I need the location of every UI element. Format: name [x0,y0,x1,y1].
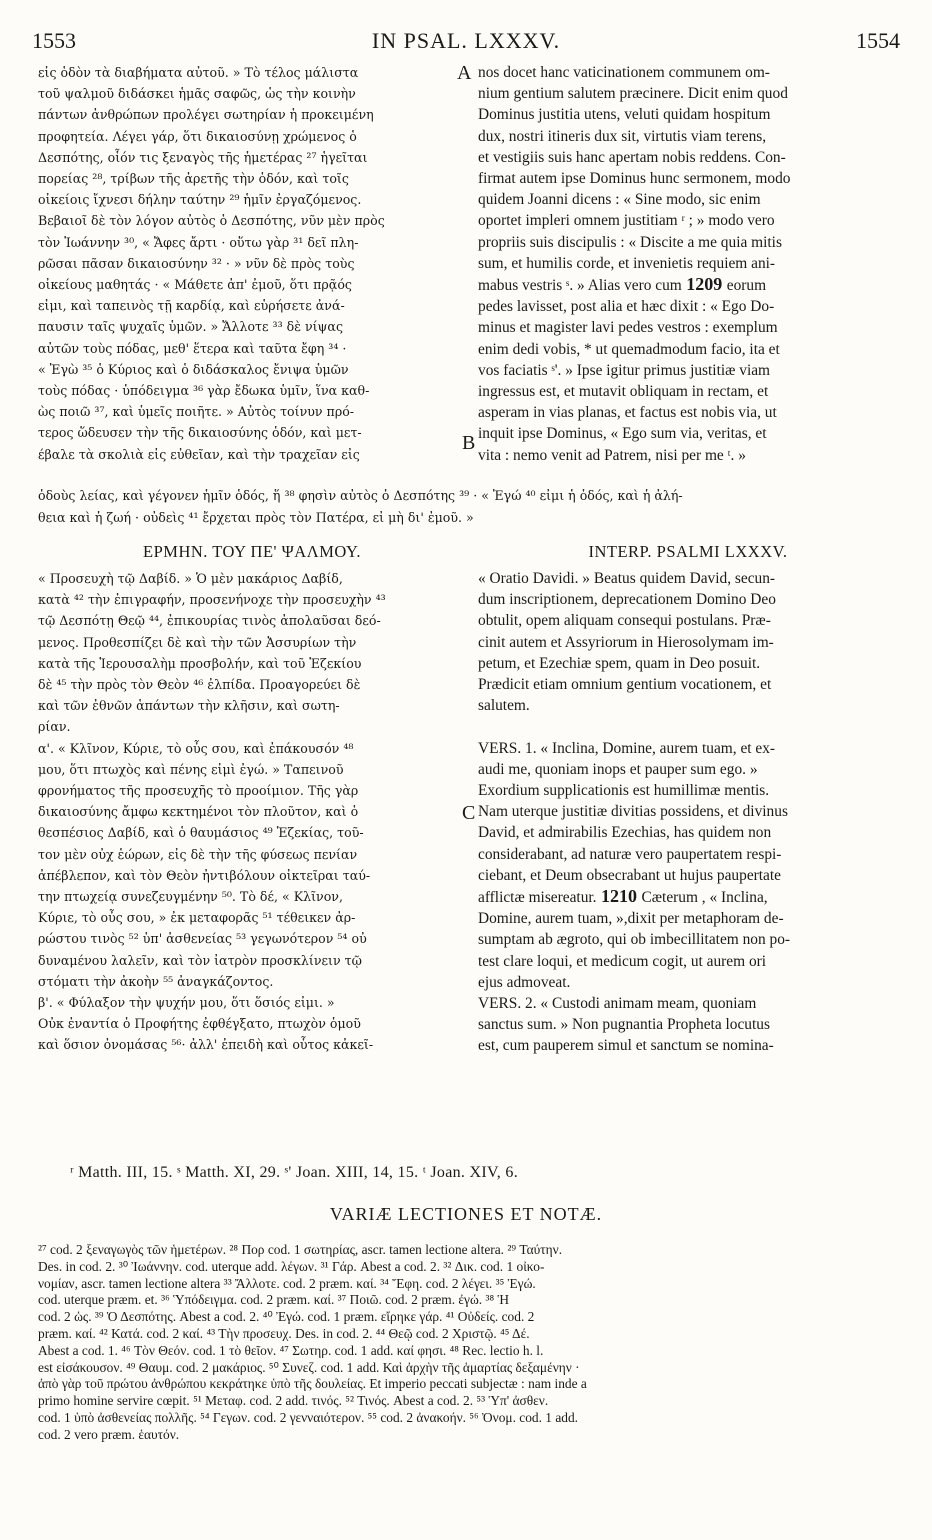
latin-text-line [478,716,898,737]
greek-text-line: Οὐκ ἐναντία ὁ Προφήτης ἐφθέγξατο, πτωχὸν ὁμοῦ [38,1016,361,1032]
greek-text-line: οἰκείους μαθητάς · « Μάθετε ἀπ' ἐμοῦ, ὅτι πρᾷός [38,277,352,293]
latin-text-line: Dominus justitia utens, veluti quidam hospitum [478,106,771,124]
latin-text-line: inquit ipse Dominus, « Ego sum via, veritas, et [478,425,767,443]
latin-text-line: nium gentium salutem præcinere. Dicit enim quod [478,85,788,103]
greek-text-line: τοῦ ψαλμοῦ διδάσκει ἡμᾶς σαφῶς, ὡς τὴν κοινὴν [38,86,356,102]
column-number: 1209 [681,274,727,295]
latin-text-line: Exordium supplicationis est humillimæ mentis. [478,782,770,800]
greek-text-line: παυσιν ταῖς ψυχαῖς ὑμῶν. » Ἄλλοτε ³³ δὲ νίψας [38,319,343,335]
greek-text-line: β'. « Φύλαξον τὴν ψυχήν μου, ὅτι ὅσιός εἰμι. » [38,995,335,1011]
note-line: Abest a cod. 1. ⁴⁶ Τὸν Θεόν. cod. 1 τὸ θεῖον. ⁴⁷ Σωτηρ. cod. 1 add. καί φησι. ⁴⁸ Rec. lectio h. l. [38,1342,544,1358]
greek-text-line: έβαλε τὰ σκολιὰ εἰς εὐθεῖαν, καὶ τὴν τραχεῖαν εἰς [38,446,360,462]
greek-text-line: Δεσπότης, οἷόν τις ξεναγὸς τῆς ἡμετέρας ²⁷ ἡγεῖται [38,149,368,165]
latin-text-line: Nam uterque justitiæ divitias possidens, et divinus [478,803,788,821]
greek-text-line: δυναμένου λαλεῖν, καὶ τὸν ἰατρὸν προσκλίνειν τῷ [38,952,362,968]
greek-text-line: καὶ ὅσιον ὀνομάσας ⁵⁶· ἀλλ' ἐπειδὴ καὶ οὗτος κἀκεῖ- [38,1037,374,1053]
greek-text-line: τῷ Δεσπότῃ Θεῷ ⁴⁴, ἐπικουρίας τινὸς ἀπολαῦσαι δεό- [38,613,381,629]
latin-text-line: ingressus est, et mutavit obliquam in rectam, et [478,383,769,401]
latin-text-line: cinit autem et Assyriorum in Hierosolymam im- [478,633,774,651]
latin-text-line: « Oratio Davidi. » Beatus quidem David, secun- [478,570,776,587]
greek-text-line: κατὰ ⁴² τὴν ἐπιγραφήν, προσενήνοχε τὴν προσευχὴν ⁴³ [38,592,386,608]
latin-text-line: obtulit, opem aliquam consequi postulans. Præ- [478,612,771,630]
greek-text-line: στόματι τὴν ἀκοὴν ⁵⁵ ἀναγκάζοντος. [38,973,274,989]
page-number-left: 1553 [32,28,76,53]
greek-text-line: θεσπέσιος Δαβίδ, καὶ ὁ θαυμάσιος ⁴⁹ Ἐζεκίας, τοῦ- [38,825,364,841]
greek-text-line: α'. « Κλῖνον, Κύριε, τὸ οὖς σου, καὶ ἐπάκουσόν ⁴⁸ [38,740,354,756]
page-header [32,28,900,58]
latin-text-line: dux, nostri itineris dux sit, virtutis viam terens, [478,127,767,145]
note-line: primo homine servire cœpit. ⁵¹ Μεταφ. cod. 2 add. τινός. ⁵² Τινός. Abest a cod. 2. ⁵³ Ὑπ' ἀσθεν. [38,1393,549,1409]
greek-text-line: ρώστου τινὸς ⁵² ὑπ' ἀσθενείας ⁵³ γεγωνότερον ⁵⁴ οὐ [38,931,367,947]
greek-text-line: εἰμι, καὶ ταπεινὸς τῇ καρδίᾳ, καὶ εὑρήσετε ἀνά- [38,298,345,314]
greek-fullwidth-line-2: θεια καὶ ἡ ζωή · οὐδεὶς ⁴¹ ἔρχεται πρὸς τὸν Πατέρα, εἰ μὴ δι' ἐμοῦ. » [38,510,474,525]
column-marker-b: B [462,432,476,454]
greek-fullwidth-line-1: ὁδοὺς λείας, καὶ γέγονεν ἡμῖν ὁδός, ἥ ³⁸ φησὶν αὐτὸς ὁ Δεσπότης ³⁹ · « Ἐγώ ⁴⁰ εἰμι ἡ ὁδός, καὶ ἡ ἀλή- [38,488,683,503]
greek-text-line: φρονήματος τῆς προσευχῆς τὸ προοίμιον. Τῆς γὰρ [38,783,359,799]
latin-text-line: minus et magister lavi pedes vestros : exemplum [478,319,778,337]
page-number-right: 1554 [856,28,900,53]
latin-text-line: sanctus sum. » Non pugnantia Propheta locutus [478,1016,770,1034]
latin-text-line: est, cum pauperem simul et sanctum se nomina- [478,1037,774,1055]
greek-text-line: κατὰ τῆς Ἱερουσαλὴμ προσβολήν, καὶ τοῦ Ἐζεκίου [38,655,362,671]
latin-text-line: mabus vestris ˢ. » Alias vero cum 1209 eorum [478,274,767,295]
latin-text-line: dum inscriptionem, deprecationem Domino Deo [478,591,776,609]
latin-text-line: firmat autem ipse Dominus hunc sermonem, modo [478,170,791,188]
latin-text-line: petum, et Ezechiæ spem, quam in Deo posuit. [478,654,761,672]
greek-text-line: καὶ τῶν ἐθνῶν ἁπάντων τὴν κλῆσιν, καὶ σωτη- [38,698,340,714]
greek-column-top [38,62,466,465]
greek-text-line: πάντων ἀνθρώπων προλέγει σωτηρίαν ἡ προκειμένη [38,107,374,123]
greek-column-bottom [38,568,466,1056]
greek-text-line: προφητεία. Λέγει γάρ, ὅτι δικαιοσύνῃ χρώμενος ὁ [38,128,357,144]
latin-text-line: vos faciatis ˢ'. » Ipse igitur primus justitiæ viam [478,361,771,379]
latin-text-line: sumptam ab ægroto, qui ob imbecillitatem non po- [478,931,791,949]
latin-text-line: et vestigiis suis hanc apertam nobis reddens. Con- [478,148,786,166]
latin-text-line: VERS. 1. « Inclina, Domine, aurem tuam, et ex- [478,739,776,757]
latin-text-line: salutem. [478,697,530,715]
note-line: ²⁷ cod. 2 ξεναγωγὸς τῶν ἡμετέρων. ²⁸ Πορ cod. 1 σωτηρίας, ascr. tamen lectione altera. ²⁹ Ταύτην. [38,1242,563,1257]
greek-text-line: τερος ὥδευσεν τὴν τῆς δικαιοσύνης ὁδόν, καὶ μετ- [38,425,362,441]
latin-text-line: considerabant, ad naturæ vero paupertatem respi- [478,845,782,863]
latin-text-line: sum, et humilis corde, et invenietis requiem ani- [478,254,776,272]
variae-lectiones-heading: VARIÆ LECTIONES ET NOTÆ. [329,1204,603,1224]
latin-text-line: vita : nemo venit ad Patrem, nisi per me ᵗ. » [478,446,746,464]
latin-text-line: pedes lavisset, post alia et hæc dixit : « Ego Do- [478,298,775,316]
greek-text-line: Βεβαιοῖ δὲ τὸν λόγον αὐτὸς ὁ Δεσπότης, νῦν μὲν πρὸς [38,213,385,229]
greek-text-line: την πτωχείᾳ συνεζευγμένην ⁵⁰. Τὸ δέ, « Κλῖνον, [38,889,343,905]
note-line: ἀπὸ γὰρ τοῦ πρώτου ἀνθρώπου κεκράτηκε ὑπὸ τῆς δουλείας. Et imperio peccati subjectæ : nam inde a [38,1376,587,1392]
greek-text-line: ρίαν. [38,719,71,735]
latin-text-line: afflictæ misereatur. 1210 Cæterum , « Inclina, [478,886,768,907]
note-line: νομίαν, ascr. tamen lectione altera ³³ Ἄλλοτε. cod. 2 præm. καί. ³⁴ Ἔφη. cod. 2 λέγει. ³⁵ Ἐγώ. [38,1275,536,1291]
greek-text-line: οἰκείοις ἴχνεσι δήλην ταύτην ²⁹ ἡμῖν ἐργαζόμενος. [38,192,362,208]
latin-text-line: enim dedi vobis, * ut quemadmodum facio, ita et [478,340,780,358]
latin-text-line: ciebant, et Deum obsecrabant ut hujus paupertate [478,866,781,884]
latin-text-line: nos docet hanc vaticinationem communem om- [478,64,770,81]
greek-text-line: ὼς ποιῶ ³⁷, καὶ ὑμεῖς ποιῆτε. » Αὐτὸς τοίνυν πρό- [38,404,355,420]
latin-text-line: asperam in vias planas, et factus est nobis via, ut [478,404,777,422]
latin-column-top [478,62,898,466]
greek-text-line: μου, ὅτι πτωχὸς καὶ πένης εἰμὶ ἐγώ. » Ταπεινοῦ [38,761,344,777]
column-number: 1210 [596,886,642,907]
note-line: cod. uterque præm. et. ³⁶ Ὑπόδειγμα. cod. 2 præm. καί. ³⁷ Ποιῶ. cod. 2 præm. ἐγώ. ³⁸ Ἡ [38,1292,509,1308]
greek-text-line: τοὺς πόδας · ὑπόδειγμα ³⁶ γὰρ ἔδωκα ὑμῖν, ἵνα καθ- [38,383,370,399]
greek-text-line: « Ἐγὼ ³⁵ ὁ Κύριος καὶ ὁ διδάσκαλος ἔνιψα ὑμῶν [38,361,349,377]
variant-notes [38,1242,904,1444]
greek-text-line: δικαιοσύνης ἄμφω κεκτημένοι τὸν πλοῦτον, καὶ ὁ [38,804,359,820]
greek-text-line: τὸν Ἰωάννην ³⁰, « Ἄφες ἄρτι · οὕτω γὰρ ³¹ δεῖ πλη- [38,234,359,250]
column-marker-c: C [462,802,476,824]
latin-text-fragment: Cæterum , « Inclina, [641,889,768,907]
note-line: præm. καί. ⁴² Κατά. cod. 2 καί. ⁴³ Τὴν προσευχ. Des. in cod. 2. ⁴⁴ Θεῷ cod. 2 Χριστῷ. ⁴⁵ Δέ. [38,1325,530,1341]
latin-text-line: VERS. 2. « Custodi animam meam, quoniam [478,995,757,1013]
latin-text-line: quidem Joanni dicens : « Sine modo, sic enim [478,191,761,209]
note-line: cod. 2 ὡς. ³⁹ Ὁ Δεσπότης. Abest a cod. 2. ⁴⁰ Ἐγώ. cod. 1 præm. εἴρηκε γάρ. ⁴¹ Οὐδείς. cod. 2 [38,1309,535,1325]
greek-text-line: Κύριε, τὸ οὖς σου, » ἐκ μεταφορᾶς ⁵¹ τέθεικεν ἀρ- [38,910,356,926]
greek-text-line: « Προσευχὴ τῷ Δαβίδ. » Ὁ μὲν μακάριος Δαβίδ, [38,571,343,586]
greek-text-line: πορείας ²⁸, τρίβων τῆς ἀρετῆς τὴν ὁδόν, καὶ τοῖς [38,171,349,187]
greek-text-line: αὐτῶν τοὺς πόδας, μεθ' ἕτερα καὶ ταῦτα ἔφη ³⁴ · [38,340,347,356]
greek-section-heading: ΕΡΜΗΝ. ΤΟΥ ΠΕ' ΨΑΛΜΟΥ. [143,542,361,561]
note-line: cod. 1 ὑπὸ ἀσθενείας πολλῆς. ⁵⁴ Γεγων. cod. 2 γενναιότερον. ⁵⁵ cod. 2 ἀνακοήν. ⁵⁶ Ὀνομ. cod. 1 add. [38,1409,579,1425]
note-line: cod. 2 vero præm. ἑαυτόν. [38,1426,180,1442]
greek-text-line: μενος. Προθεσπίζει δὲ καὶ τὴν τῶν Ἀσσυρίων τὴν [38,634,357,650]
latin-text-fragment: eorum [726,277,767,295]
running-title: IN PSAL. LXXXV. [371,28,561,53]
column-marker-a: A [457,62,472,84]
scripture-references: ʳ Matth. III, 15. ˢ Matth. XI, 29. ˢ' Joan. XIII, 14, 15. ᵗ Joan. XIV, 6. [70,1164,518,1181]
latin-text-line: ejus admoveat. [478,973,571,991]
greek-text-line: ρῶσαι πᾶσαν δικαιοσύνην ³² · » νῦν δὲ πρὸς τοὺς [38,255,355,271]
note-line: Des. in cod. 2. ³⁰ Ἰωάννην. cod. uterque add. λέγων. ³¹ Γάρ. Abest a cod. 2. ³² Δικ. cod. 1 οἰκο- [38,1258,545,1274]
greek-text-line: δὲ ⁴⁵ τὴν πρὸς τὸν Θεὸν ⁴⁶ ἐλπίδα. Προαγορεύει δὲ [38,677,361,693]
latin-section-heading: INTERP. PSALMI LXXXV. [588,542,788,561]
latin-text-line: test clare loqui, et medicum cogit, ut aurem ori [478,952,767,970]
greek-text-line: τον μὲν οὐχ ἑώρων, εἰς δὲ τὴν τῆς φύσεως πενίαν [38,846,358,862]
latin-text-line: Domine, aurem tuam, »,dixit per metaphoram de- [478,910,784,928]
latin-text-line: propriis suis discipulis : « Discite a me quia mitis [478,233,782,251]
latin-text-line: David, et admirabilis Ezechias, has quidem non [478,824,772,842]
greek-text-line: ἀπέβλεπον, καὶ τὸν Θεὸν ἠντιβόλουν οἰκτεῖραι ταύ- [38,867,371,883]
note-line: est εἰσάκουσον. ⁴⁹ Θαυμ. cod. 2 μακάριος. ⁵⁰ Συνεζ. cod. 1 add. Καὶ ἀρχὴν τῆς ἁμαρτίας δεξαμένην · [38,1359,580,1375]
latin-text-line: audi me, quoniam inops et pauper sum ego. » [478,760,758,778]
greek-text-line: εἰς ὁδὸν τὰ διαβήματα αὐτοῦ. » Τὸ τέλος μάλιστα [38,65,359,80]
latin-text-line: Prædicit etiam omnium gentium vocationem, et [478,676,772,694]
latin-column-bottom [478,568,898,1057]
latin-text-line: oportet impleri omnem justitiam ʳ ; » modo vero [478,212,775,230]
